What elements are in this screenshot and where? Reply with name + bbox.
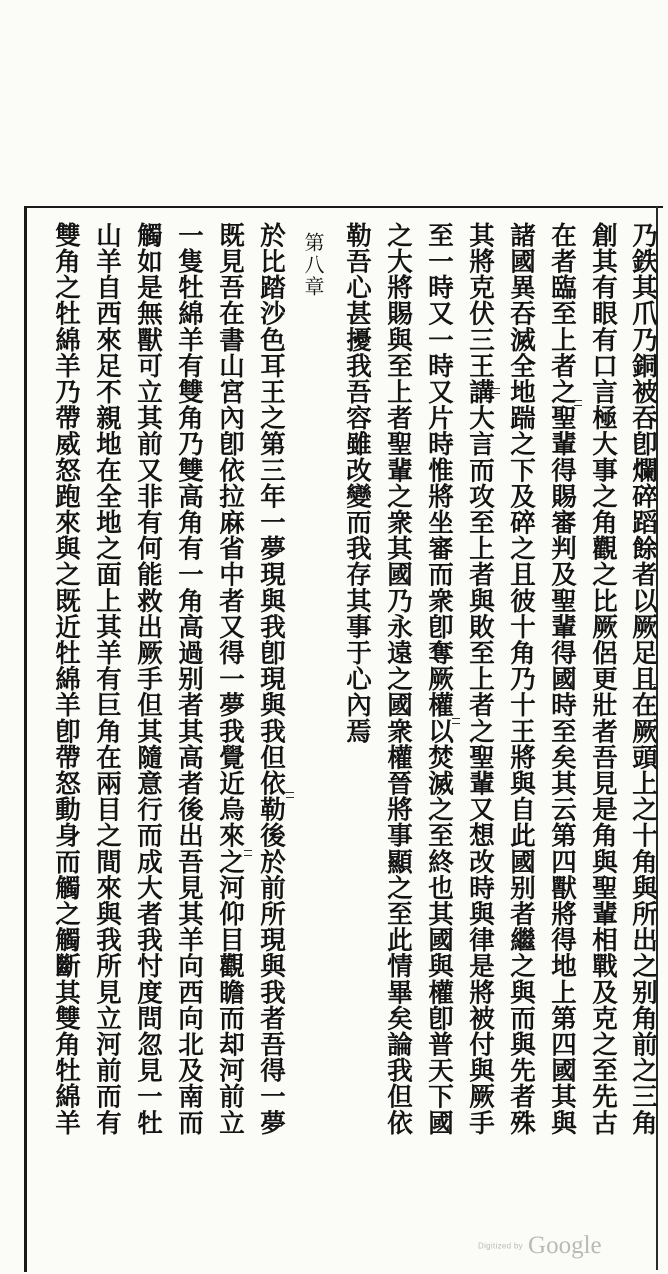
chapter-heading: 第八章 bbox=[301, 232, 325, 298]
verse-marker bbox=[452, 718, 460, 724]
text-column-12: 觸如是無獸可立其前又非有何能救出厥手但其隨意行而成大者我忖度問忽見一牡 bbox=[133, 222, 163, 1136]
text-column-9: 於比踏沙色耳王之第三年一夢現與我卽現與我但依勒後於前所現與我者吾得一夢 bbox=[256, 222, 286, 1136]
verse-marker bbox=[244, 850, 252, 856]
verse-marker bbox=[286, 792, 294, 798]
text-column-11: 一隻牡綿羊有雙角乃雙高角有一角高過别者其高者後出吾見其羊向西向北及南而 bbox=[174, 222, 204, 1136]
text-column-1: 乃鉄其爪乃銅被吞卽爛碎蹈餘者以厥足且在厥頭上之十角與所出之别角前之三角 bbox=[628, 222, 658, 1136]
text-column-10: 既見吾在書山宮內卽依拉麻省中者又得一夢我覺近烏來之河仰目觀瞻而却河前立 bbox=[215, 222, 245, 1136]
verse-marker bbox=[574, 400, 582, 406]
text-column-3: 在者臨至上者之聖輩得賜審判及聖輩得國時至矣其云第四獸將得地上第四國其與 bbox=[547, 222, 577, 1136]
text-column-5: 其將克伏三王講大言而攻至上者與敗至上者之聖輩又想改時與律是將被付與厥手 bbox=[465, 222, 495, 1136]
text-column-13: 山羊自西來足不親地在全地之面上其羊有巨角在兩目之間來與我所見立河前而有 bbox=[92, 222, 122, 1136]
text-column-14: 雙角之牡綿羊乃帶威怒跑來與之既近牡綿羊卽帶怒動身而觸之觸斷其雙角牡綿羊 bbox=[51, 222, 81, 1136]
verse-marker bbox=[492, 388, 500, 394]
text-column-4: 諸國異吞滅全地踹之下及碎之且彼十角乃十王將與自此國别者繼之與而與先者殊 bbox=[506, 222, 536, 1136]
google-logo: Google bbox=[528, 1232, 602, 1259]
text-column-7: 之大將賜與至上者聖輩之衆其國乃永遠之國衆權晉將事顯之至此情畢矣論我但依 bbox=[383, 222, 413, 1136]
verse-marker bbox=[650, 684, 658, 690]
text-column-6: 至一時又一時又片時惟將坐審而衆卽奪厥權以焚滅之至終也其國與權卽普天下國 bbox=[424, 222, 454, 1136]
digitized-watermark: Digitized by Google bbox=[478, 1232, 602, 1259]
text-column-8: 勒吾心甚擾我吾容雖改變而我存其事于心內焉 bbox=[342, 222, 372, 744]
text-column-2: 創其有眼有口言極大事之角觀之比厥侶更壯者吾見是角與聖輩相戰及克之至先古 bbox=[588, 222, 618, 1136]
